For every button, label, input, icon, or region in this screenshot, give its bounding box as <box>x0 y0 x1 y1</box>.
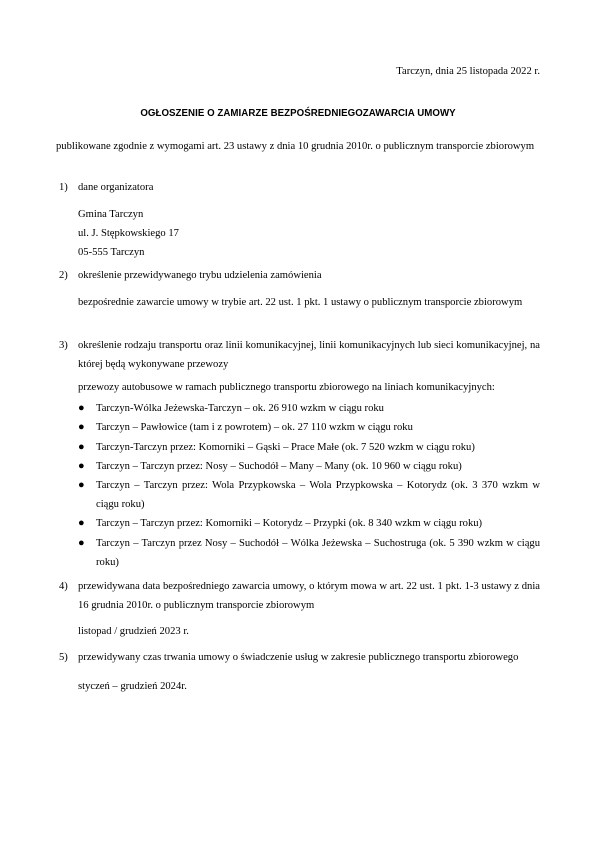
route-item-1: Tarczyn-Wólka Jeżewska-Tarczyn – ok. 26 910 wzkm w ciągu roku <box>96 403 384 414</box>
intro-paragraph: publikowane zgodnie z wymogami art. 23 ustawy z dnia 10 grudnia 2010r. o publicznym transporcie zbiorowym <box>56 141 535 152</box>
organizer-name: Gmina Tarczyn <box>78 209 144 220</box>
bullet-dot-icon: ● <box>78 517 85 529</box>
date-line: Tarczyn, dnia 25 listopada 2022 r. <box>396 66 540 77</box>
section-4-number: 4) <box>59 581 68 592</box>
section-3-heading: określenie rodzaju transportu oraz linii komunikacyjnej, linii komunikacyjnych lub sieci komunikacyjnej, na której będą wykonywane przewozy <box>78 340 540 371</box>
section-2-number: 2) <box>59 270 68 281</box>
route-item-6: Tarczyn – Tarczyn przez: Komorniki – Kotorydz – Przypki (ok. 8 340 wzkm w ciągu roku) <box>96 518 483 529</box>
section-2-heading: określenie przewidywanego trybu udzielenia zamówienia <box>78 270 322 281</box>
section-1-number: 1) <box>59 182 68 193</box>
bullet-dot-icon: ● <box>78 402 85 414</box>
organizer-street: ul. J. Stępkowskiego 17 <box>78 228 179 239</box>
route-item-4: Tarczyn – Tarczyn przez: Nosy – Suchodół – Many – Many (ok. 10 960 w ciągu roku) <box>96 461 462 472</box>
bullet-dot-icon: ● <box>78 441 85 453</box>
route-item-7: Tarczyn – Tarczyn przez Nosy – Suchodół – Wólka Jeżewska – Suchostruga (ok. 5 390 wzkm w ciągu roku) <box>96 538 540 569</box>
section-5-heading: przewidywany czas trwania umowy o świadczenie usług w zakresie publicznego transportu zbiorowego <box>78 652 519 663</box>
bullet-dot-icon: ● <box>78 479 85 491</box>
route-item-2: Tarczyn – Pawłowice (tam i z powrotem) – ok. 27 110 wzkm w ciągu roku <box>96 422 413 433</box>
route-item-5: Tarczyn – Tarczyn przez: Wola Przypkowska – Wola Przypkowska – Kotorydz (ok. 3 370 wzkm w ciągu roku) <box>96 480 540 511</box>
section-5-body: styczeń – grudzień 2024r. <box>78 681 187 692</box>
section-2-body: bezpośrednie zawarcie umowy w trybie art. 22 ust. 1 pkt. 1 ustawy o publicznym transporcie zbiorowym <box>78 297 523 308</box>
section-4-body: listopad / grudzień 2023 r. <box>78 626 189 637</box>
page-title: OGŁOSZENIE O ZAMIARZE BEZPOŚREDNIEGOZAWARCIA UMOWY <box>140 108 456 119</box>
route-item-3: Tarczyn-Tarczyn przez: Komorniki – Gąski – Prace Małe (ok. 7 520 wzkm w ciągu roku) <box>96 442 475 453</box>
section-3-number: 3) <box>59 340 68 351</box>
bullet-dot-icon: ● <box>78 537 85 549</box>
section-5-number: 5) <box>59 652 68 663</box>
organizer-postal: 05-555 Tarczyn <box>78 247 145 258</box>
section-3-body: przewozy autobusowe w ramach publicznego transportu zbiorowego na liniach komunikacyjnych: <box>78 382 495 393</box>
section-1-heading: dane organizatora <box>78 182 154 193</box>
bullet-dot-icon: ● <box>78 460 85 472</box>
section-4-heading: przewidywana data bezpośredniego zawarcia umowy, o którym mowa w art. 22 ust. 1 pkt. 1-3 ustawy z dnia 16 grudnia 2010r. o publicznym transporcie zbiorowym <box>78 581 540 612</box>
bullet-dot-icon: ● <box>78 421 85 433</box>
